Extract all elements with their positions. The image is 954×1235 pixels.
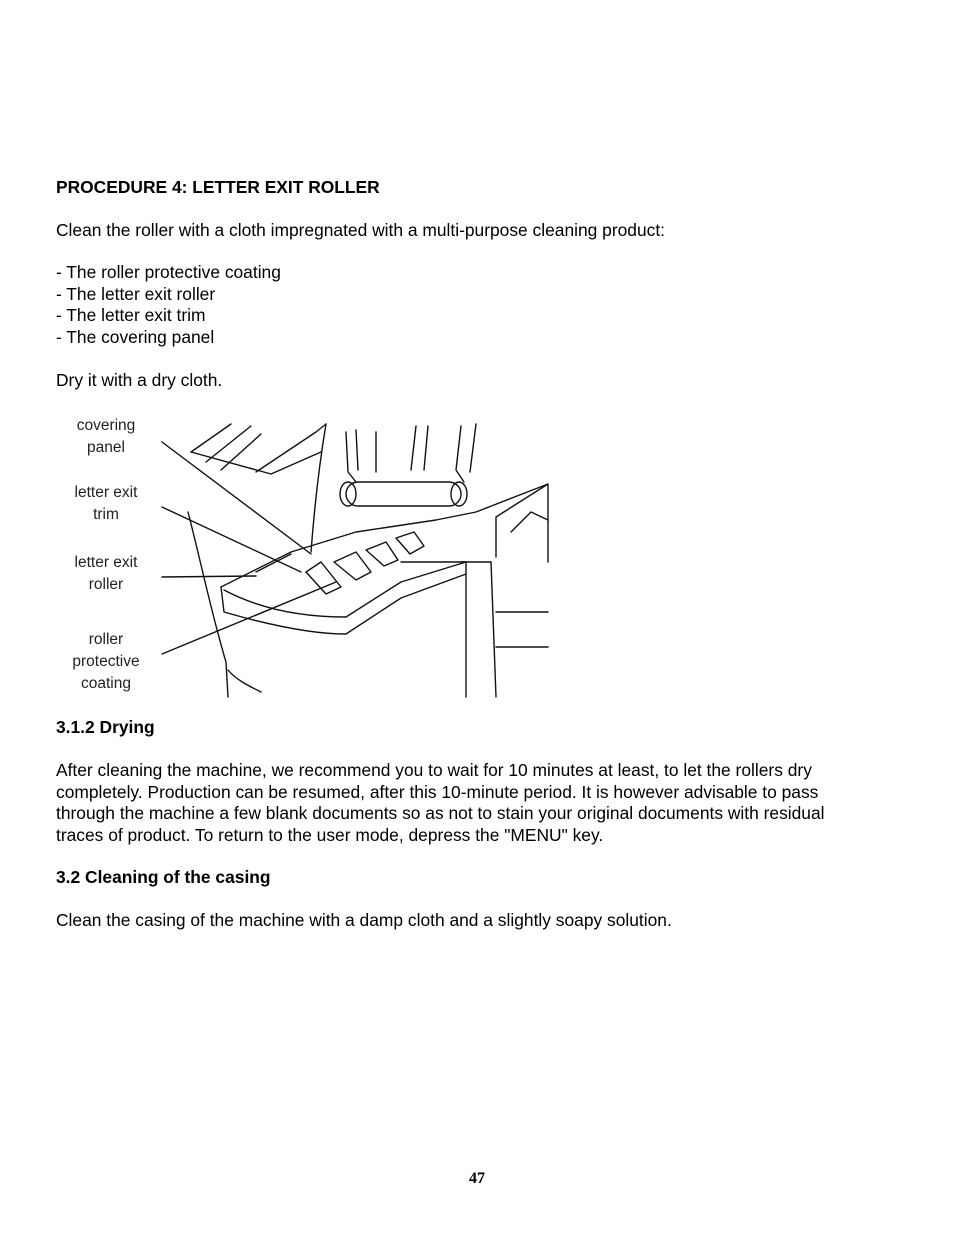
label-letter-exit-roller: letter exit roller	[74, 554, 138, 593]
drying-paragraph: After cleaning the machine, we recommend you to wait for 10 minutes at least, to let the rollers dry completely. Production can be resumed, after this 10-minute period. It is however advisable to pass through the machine a few blank documents so as not to stain your original documents with residual traces of product. To return to the user mode, depress the "MENU" key.	[56, 760, 825, 845]
procedure-intro: Clean the roller with a cloth impregnated with a multi-purpose cleaning product:	[56, 220, 665, 240]
list-item: - The letter exit roller	[56, 283, 216, 304]
label-covering-panel: covering panel	[76, 417, 136, 456]
list-item: - The roller protective coating	[56, 262, 281, 282]
label-roller-protective-coating: roller protective coating	[72, 631, 140, 692]
list-item: - The covering panel	[56, 326, 215, 347]
casing-text: Clean the casing of the machine with a damp cloth and a slightly soapy solution.	[56, 910, 672, 930]
procedure-heading: PROCEDURE 4: LETTER EXIT ROLLER	[56, 177, 380, 197]
roller-diagram	[56, 412, 556, 698]
list-item: - The letter exit trim	[56, 305, 206, 325]
machine-drawing	[56, 412, 556, 698]
drying-heading: 3.1.2 Drying	[56, 717, 155, 737]
page-number: 47	[469, 1170, 485, 1187]
cleaning-item-list	[56, 262, 281, 348]
label-letter-exit-trim: letter exit trim	[74, 484, 138, 523]
casing-heading: 3.2 Cleaning of the casing	[56, 867, 271, 887]
dry-instruction: Dry it with a dry cloth.	[56, 370, 223, 390]
